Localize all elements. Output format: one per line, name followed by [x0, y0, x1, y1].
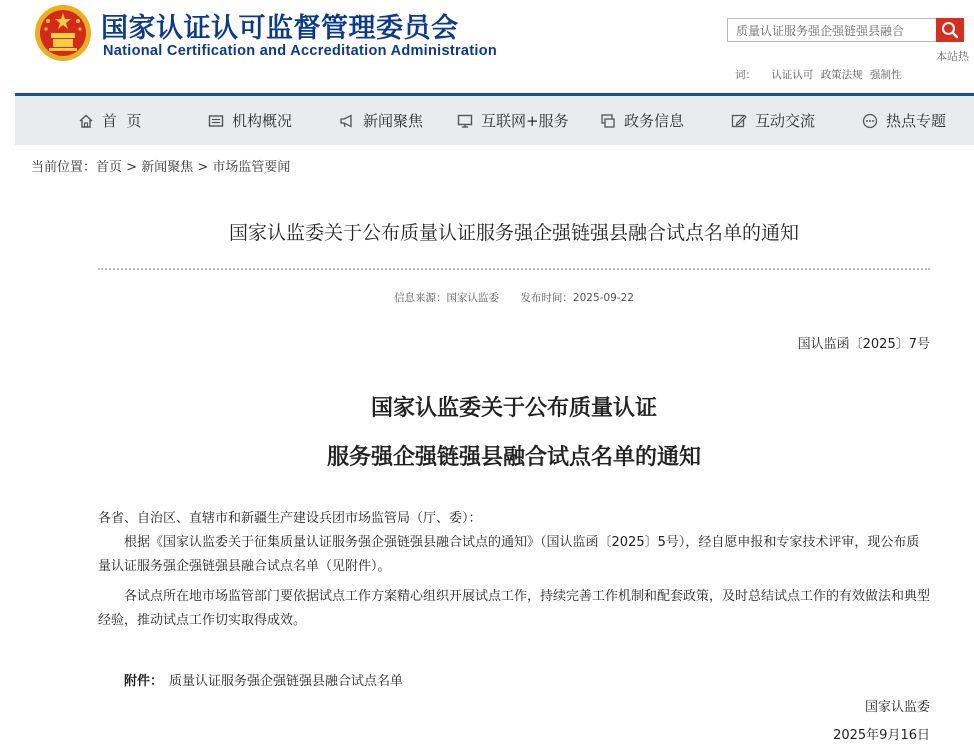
- list-icon: [208, 113, 224, 129]
- main-nav: [15, 93, 974, 145]
- national-emblem-logo[interactable]: [34, 3, 92, 63]
- document-number: 国认监函〔2025〕7号: [797, 337, 930, 352]
- breadcrumb-separator: >: [122, 160, 142, 175]
- paragraph: 根据《国家认监委关于征集质量认证服务强企强链强县融合试点的通知》（国认监函〔2025〕5号），经自愿申报和专家技术评审，现公布质量认证服务强企强链强县融合试点名单（见附件）。: [98, 535, 920, 574]
- home-icon: [78, 113, 94, 129]
- nav-label: 互动交流: [755, 112, 816, 130]
- nav-item-gov-info[interactable]: [600, 96, 684, 145]
- nav-label: 首 页: [102, 112, 142, 130]
- hot-words-row: [735, 67, 906, 82]
- breadcrumb: [31, 156, 290, 175]
- nav-label: 机构概况: [232, 112, 293, 130]
- breadcrumb-prefix: 当前位置：: [31, 160, 97, 175]
- paragraph: 各试点所在地市场监管部门要依据试点工作方案精心组织开展试点工作，持续完善工作机制和配套政策，及时总结试点工作的有效做法和典型经验，推动试点工作切实取得成效。: [98, 589, 931, 628]
- salutation: 各省、自治区、直辖市和新疆生产建设兵团市场监管局（厅、委）：: [98, 511, 482, 526]
- document-title-line1: 国家认监委关于公布质量认证: [370, 396, 657, 421]
- nav-item-internet-service[interactable]: [457, 96, 569, 145]
- breadcrumb-link-home[interactable]: 首页: [96, 160, 123, 175]
- search-input[interactable]: 质量认证服务强企强链强县融合: [727, 18, 936, 42]
- article-source: 信息来源：国家认监委: [394, 292, 500, 304]
- nav-item-interaction[interactable]: [731, 96, 815, 145]
- hot-word-link[interactable]: 认证认可: [771, 69, 814, 81]
- nav-label: 政务信息: [624, 112, 685, 130]
- article-meta: [98, 290, 930, 305]
- nav-item-hot-topics[interactable]: [862, 96, 946, 145]
- monitor-icon: [457, 113, 473, 129]
- nav-item-home[interactable]: [78, 96, 142, 145]
- signer: 国家认监委: [864, 700, 930, 715]
- breadcrumb-link-news[interactable]: 新闻聚焦: [141, 160, 194, 175]
- hot-word-link[interactable]: 政策法规: [820, 69, 863, 81]
- site-title-en[interactable]: National Certification and Accreditation Administration: [103, 43, 498, 59]
- attachment: [124, 670, 403, 689]
- attachment-label: 附件：: [124, 674, 164, 689]
- nav-label: 互联网+服务: [481, 112, 569, 130]
- edit-icon: [731, 113, 747, 129]
- hot-words-label-right: 本站热: [936, 50, 969, 63]
- document-icon: [600, 113, 616, 129]
- site-title-cn[interactable]: 国家认证认可监督管理委员会: [101, 13, 459, 44]
- breadcrumb-link-market[interactable]: 市场监管要闻: [212, 160, 291, 175]
- megaphone-icon: [339, 113, 355, 129]
- search-button[interactable]: [936, 18, 964, 42]
- document-title-line2: 服务强企强链强县融合试点名单的通知: [326, 445, 701, 470]
- attachment-link[interactable]: 质量认证服务强企强链强县融合试点名单: [169, 674, 404, 689]
- hot-word-link[interactable]: 强制性: [870, 69, 902, 81]
- nav-item-news[interactable]: [339, 96, 423, 145]
- nav-label: 热点专题: [886, 112, 947, 130]
- sign-date: 2025年9月16日: [833, 728, 930, 743]
- breadcrumb-separator: >: [193, 160, 213, 175]
- nav-item-about[interactable]: [208, 96, 292, 145]
- site-header: [0, 0, 974, 92]
- article-date: 发布时间：2025-09-22: [520, 292, 634, 304]
- nav-label: 新闻聚焦: [363, 112, 424, 130]
- article-title: 国家认监委关于公布质量认证服务强企强链强县融合试点名单的通知: [228, 222, 799, 244]
- dots-icon: [862, 113, 878, 129]
- search-icon: [936, 18, 964, 42]
- hot-words-label: 词：: [735, 69, 756, 81]
- title-divider: [98, 268, 930, 270]
